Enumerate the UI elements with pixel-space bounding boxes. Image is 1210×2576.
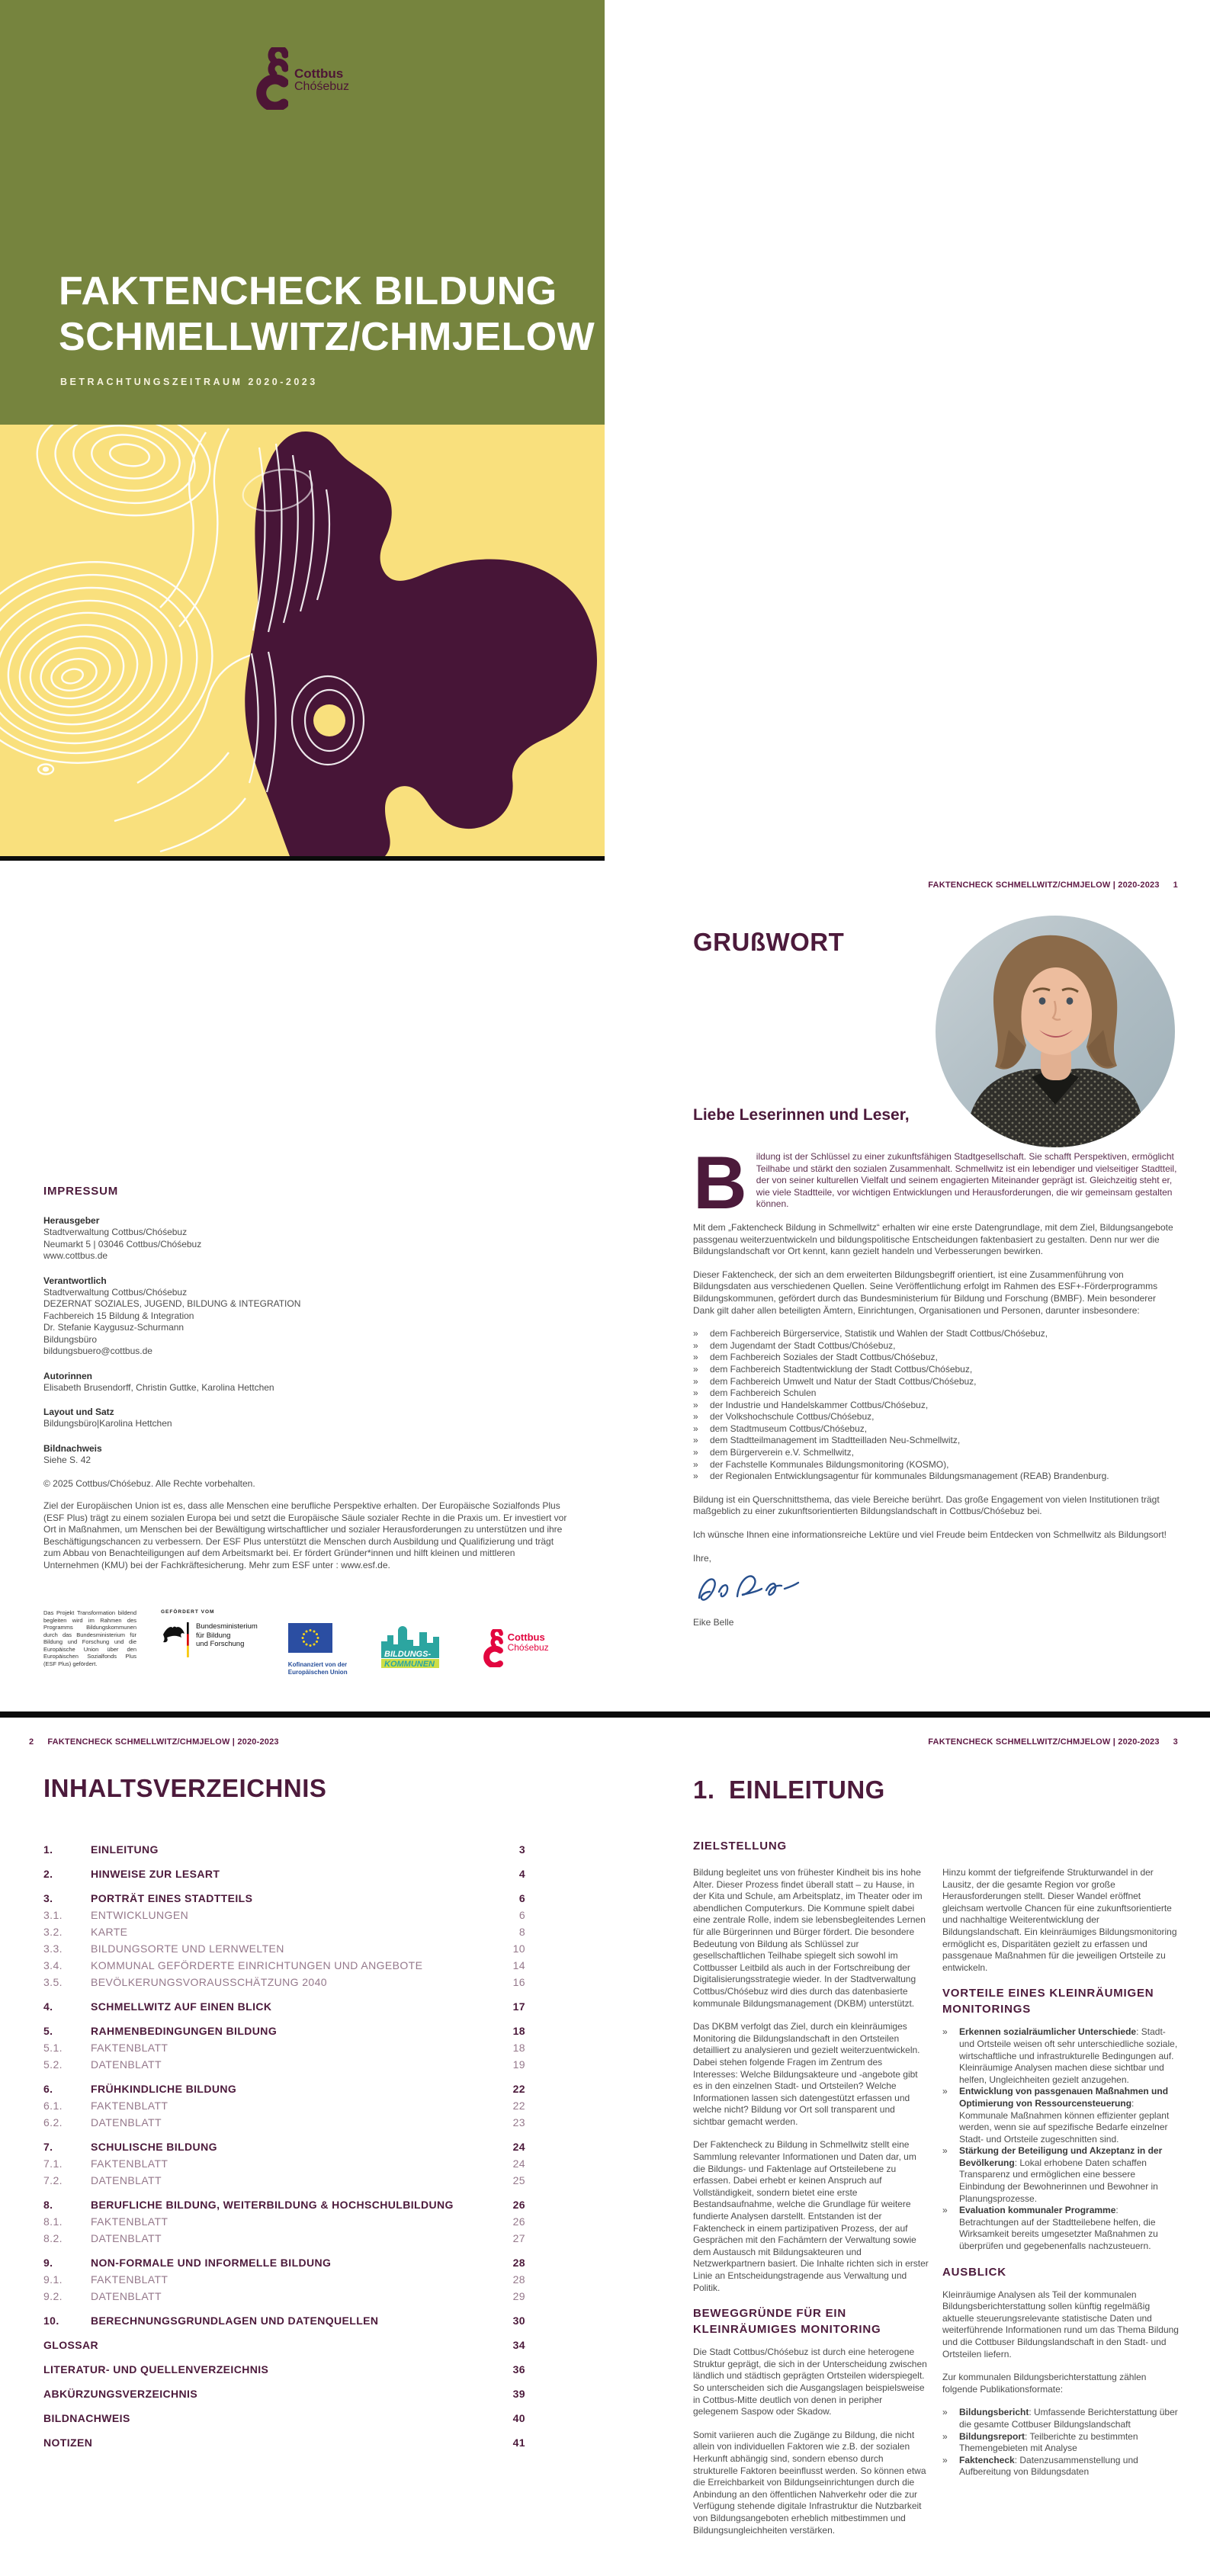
toc-entry [43,2084,525,2095]
bullet-marker: » [693,1352,698,1363]
toc-page: 39 [512,2388,525,2400]
toc-page: 24 [512,2141,525,2153]
toc-label: BILDUNGSORTE UND LERNWELTEN [91,1942,284,1955]
impressum-line: Fachbereich 15 Bildung & Integration [43,1310,194,1321]
running-header-title: FAKTENCHECK SCHMELLWITZ/CHMJELOW | 2020-2023 [928,881,1160,890]
toc-entry [43,2042,525,2054]
toc-page: 22 [512,2083,525,2095]
bmbf-text-line: für Bildung [196,1631,231,1640]
toc-num: 6.2. [43,2116,63,2128]
list-item-lead: Faktencheck [959,2454,1015,2465]
bk-text-line2: KOMMUNEN [384,1660,435,1669]
toc-num: 8.1. [43,2215,63,2228]
eu-logo-caption [288,1661,348,1676]
toc-num: 3.5. [43,1976,63,1988]
bullet-marker: » [942,2407,948,2418]
impressum-label: Herausgeber [43,1215,100,1226]
toc-label: DATENBLATT [91,2058,162,2071]
advantages-list [942,2026,1179,2252]
cottbus-logo-icon [252,47,288,110]
page-number: 3 [1173,1737,1178,1747]
bullet-marker: » [693,1423,698,1434]
list-item-text: der Industrie und Handelskammer Cottbus/Chóśebuz, [710,1399,929,1410]
toc-num: 3.1. [43,1909,63,1921]
bullet-marker: » [693,1375,698,1387]
toc-num: 4. [43,2000,53,2013]
eu-cofunding-logo [288,1623,348,1676]
impressum-bildnachweis [43,1442,570,1467]
impressum-line: Bildungsbüro|Karolina Hettchen [43,1418,172,1429]
page-number: 1 [1173,881,1178,890]
toc-page: 40 [512,2412,525,2424]
page-divider [0,1711,1210,1718]
signer-name: Eike Belle [693,1616,734,1628]
bildungskommunen-skyline-icon [378,1625,448,1669]
toc-page: 10 [512,1942,525,1955]
toc-label: GLOSSAR [43,2339,99,2351]
einleitung-heading [693,1776,885,1804]
list-item [693,1423,1179,1436]
toc-heading: INHALTSVERZEICHNIS [43,1774,327,1802]
toc-entry [43,2100,525,2112]
bmbf-logo-text [196,1622,258,1649]
list-item-text: dem Bürgerverein e.V. Schmellwitz, [710,1447,854,1458]
dropcap: B [693,1140,747,1224]
paragraph: Mit dem „Faktencheck Bildung in Schmellwitz“ erhalten wir eine erste Datengrundlage, mit dem Ziel, Bildungsangebote passgenau weiterzuentwickeln und bildungspolitische Entscheidungen faktenbasiert zu gestalten. Denn nur wer die Bildungslandschaft vor Ort kennt, kann gezielt handeln und Verbesserungen bewirken. [693,1221,1173,1257]
list-item-text: dem Fachbereich Stadtentwicklung der Stadt Cottbus/Chóśebuz, [710,1363,973,1375]
impressum-line: DEZERNAT SOZIALES, JUGEND, BILDUNG & INTEGRATION [43,1298,301,1309]
list-item-text: dem Fachbereich Soziales der Stadt Cottbus/Chóśebuz, [710,1352,938,1363]
bullet-marker: » [693,1387,698,1399]
toc-page: 23 [512,2116,525,2128]
page-einleitung [605,1718,1210,2576]
toc-num: 7.2. [43,2174,63,2186]
toc-num: 6. [43,2083,53,2095]
toc-label: ABKÜRZUNGSVERZEICHNIS [43,2388,198,2400]
list-item-lead: Entwicklung von passgenauen Maßnahmen und Optimierung von Ressourcensteuerung [959,2086,1169,2109]
impressum-label: Verantwortlich [43,1275,107,1286]
toc-num: 7.1. [43,2157,63,2170]
cover-title-line2: SCHMELLWITZ/CHMJELOW [59,315,595,359]
toc-label: ENTWICKLUNGEN [91,1909,189,1921]
heading-number: 1. [693,1776,715,1804]
bk-text-line1: BILDUNGS- [384,1650,431,1659]
impressum-email: bildungsbuero@cottbus.de [43,1346,152,1356]
impressum-line: Dr. Stefanie Kaygusuz-Schurmann [43,1322,185,1333]
bmbf-text-line: Bundesministerium [196,1622,258,1631]
page-impressum [0,861,605,1711]
list-item [693,1411,1179,1423]
toc-num: 8.2. [43,2232,63,2244]
toc-num: 3.2. [43,1926,63,1938]
formats-list [942,2407,1179,2478]
impressum-label: Layout und Satz [43,1407,114,1417]
toc-page: 27 [512,2232,525,2244]
gefoerdert-vom-label: GEFÖRDERT VOM [161,1609,215,1615]
toc-page: 3 [518,1843,525,1856]
toc-entry [43,2158,525,2170]
toc-num: 5. [43,2025,53,2037]
list-item [942,2455,1179,2478]
toc-list [43,1844,525,2449]
toc-label: FAKTENBLATT [91,2042,169,2054]
toc-label: BEVÖLKERUNGSVORAUSSCHÄTZUNG 2040 [91,1976,327,1988]
toc-num: 3. [43,1892,53,1904]
impressum-line: Elisabeth Brusendorff, Christin Guttke, Karolina Hettchen [43,1381,274,1393]
toc-label: FAKTENBLATT [91,2157,169,2170]
impressum-verantwortlich [43,1275,570,1358]
toc-num: 9.1. [43,2273,63,2286]
page-blank [605,0,1210,861]
toc-num: 9.2. [43,2290,63,2302]
toc-entry [43,1844,525,1856]
toc-label: FRÜHKINDLICHE BILDUNG [91,2083,237,2095]
list-item [693,1447,1179,1459]
eu-caption-line: Kofinanziert von der [287,1661,348,1668]
bullet-marker: » [693,1411,698,1423]
toc-page: 28 [512,2273,525,2286]
brand-name: Cottbus [507,1631,545,1643]
cover-subtitle: BETRACHTUNGSZEITRAUM 2020-2023 [60,377,318,387]
toc-entry [43,1926,525,1938]
list-item-text: der Fachstelle Kommunales Bildungsmonitoring (KOSMO), [710,1458,949,1470]
bullet-marker: » [693,1458,698,1470]
list-item [693,1400,1179,1412]
section-heading-beweggruende: BEWEGGRÜNDE FÜR EIN KLEINRÄUMIGES MONITORING [693,2307,881,2337]
cover-title-line1: FAKTENCHECK BILDUNG [59,269,557,313]
running-header [928,881,1178,890]
bullet-marker: » [693,1339,698,1351]
grusswort-heading: GRUßWORT [693,928,845,956]
list-item [942,2145,1179,2205]
bullet-marker: » [942,2026,948,2038]
list-item-lead: Bildungsreport [959,2430,1025,2442]
toc-label: NON-FORMALE UND INFORMELLE BILDUNG [91,2257,332,2269]
bullet-marker: » [693,1363,698,1375]
toc-entry [43,2388,525,2400]
list-item-text: dem Stadtmuseum Cottbus/Chóśebuz, [710,1423,868,1434]
impressum-website: www.cottbus.de [43,1250,108,1261]
toc-entry [43,2274,525,2286]
grusswort-body [693,1140,1179,1628]
list-item-text: : Umfassende Berichterstattung über die gesamte Cottbuser Bildungslandschaft [959,2407,1178,2430]
toc-num: 1. [43,1843,53,1856]
brand-name-sorbian: Chóśebuz [294,79,350,93]
toc-num: 5.2. [43,2058,63,2071]
paragraph: Dieser Faktencheck, der sich an dem erweiterten Bildungsbegriff orientiert, ist eine Zusammenführung von Bildungsdaten aus verschiedenen Quellen. Seine Veröffentlichung erfolgt im Rahmen des ESF+-Förderprogramms Bildungskommunen, gefördert durch das Bundesministerium für Bildung und Forschung (BMBF). Mein besonderer Dank gilt daher allen beteiligten Ämtern, Einrichtungen, Organisationen und Personen, darunter insbesondere: [693,1269,1158,1316]
bullet-marker: » [693,1447,698,1458]
signature [693,1569,807,1609]
toc-label: KARTE [91,1926,128,1938]
list-item [693,1340,1179,1352]
toc-num: 5.1. [43,2042,63,2054]
toc-num: 9. [43,2257,53,2269]
toc-page: 6 [518,1909,525,1921]
list-item [693,1435,1179,1447]
toc-entry [43,2059,525,2071]
impressum-line: Stadtverwaltung Cottbus/Chóśebuz [43,1227,188,1237]
toc-entry [43,2175,525,2186]
paragraph: Bildung ist ein Querschnittsthema, das viele Bereiche berührt. Das große Engagement von vielen Institutionen trägt maßgeblich zu einer zukunftsorientierten Bildungslandschaft in Cottbus/Chóśebuz bei. [693,1493,1160,1517]
toc-page: 8 [518,1926,525,1938]
list-item-lead: Bildungsbericht [959,2407,1029,2418]
funding-note: Das Projekt Transformation bildend begleiten wird im Rahmen des Programms Bildungskommunen durch das Bundesministerium für Bildung und Forschung und die Europäische Union über den Europäischen Sozialfonds Plus (ESF Plus) gefördert. [43,1609,136,1667]
toc-page: 26 [512,2199,525,2211]
list-item-text: dem Fachbereich Bürgerservice, Statistik und Wahlen der Stadt Cottbus/Chóśebuz, [710,1328,1048,1339]
toc-label: DATENBLATT [91,2116,162,2128]
toc-entry [43,2233,525,2244]
toc-num: 7. [43,2141,53,2153]
bmbf-text-line: und Forschung [196,1640,245,1648]
esf-paragraph: Ziel der Europäischen Union ist es, dass alle Menschen eine berufliche Perspektive erhalten. Der Europäische Sozialfonds Plus (ESF Plus) trägt zu einem sozialen Europa bei und setzt die Europäische Säule sozialer Rechte in die Praxis um. Er investiert vor Ort in Maßnahmen, um Menschen bei der Bewältigung wirtschaftlicher und sozialer Herausforderungen zu unterstützen und ihre Beschäftigungschancen zu verbessern. Der ESF Plus unterstützt die Menschen durch Ausbildung und Qualifizierung und trägt zum Abbau von Benachteiligungen auf dem Arbeitsmarkt bei. Er fördert Gründer*innen und hilft kleinen und mittleren Unternehmen (KMU) bei der Fachkräftesicherung. Mehr zum ESF unter : www.esf.de. [43,1500,567,1570]
toc-entry [43,2001,525,2013]
toc-label: FAKTENBLATT [91,2273,169,2286]
toc-label: FAKTENBLATT [91,2100,169,2112]
toc-entry [43,1893,525,1904]
page-cover [0,0,605,861]
list-item [942,2431,1179,2455]
list-item [942,2086,1179,2145]
running-header [928,1737,1178,1747]
toc-page: 26 [512,2215,525,2228]
toc-label: NOTIZEN [43,2436,93,2449]
toc-label: DATENBLATT [91,2232,162,2244]
impressum-line: Stadtverwaltung Cottbus/Chóśebuz [43,1286,188,1298]
toc-entry [43,2216,525,2228]
toc-entry [43,2117,525,2128]
list-item [693,1352,1179,1364]
paragraph: Bildung begleitet uns von frühester Kindheit bis ins hohe Alter. Dieser Prozess findet überall statt – zu Hause, in der Kita und Schule, am Arbeitsplatz, im Theater oder im abendlichen Computerkurs. Die Kommune spielt dabei eine zentrale Rolle, indem sie lebensbegleitendes Lernen für alle Bürgerinnen und Bürger fördert. Die besondere Bedeutung von Bildung als Schlüssel zur gesellschaftlichen Teilhabe spiegelt sich sowohl im Cottbusser Leitbild als auch in der Fortschreibung der Digitalisierungsstrategie wieder. In der Stadtverwaltung Cottbus/Chóśebuz wird dies durch das datenbasierte kommunale Bildungsmanagement (DKBM) unterstützt. [693,1867,926,2009]
toc-entry [43,1977,525,1988]
toc-num: 6.1. [43,2100,63,2112]
bullet-marker: » [693,1399,698,1410]
section-heading-zielstellung: ZIELSTELLUNG [693,1840,787,1853]
toc-label: SCHULISCHE BILDUNG [91,2141,217,2153]
cottbus-footer-logo [480,1629,549,1667]
running-header-title: FAKTENCHECK SCHMELLWITZ/CHMJELOW | 2020-2023 [928,1737,1160,1747]
toc-num: 10. [43,2315,59,2327]
toc-num: 8. [43,2199,53,2211]
toc-page: 19 [512,2058,525,2071]
paragraph: Die Stadt Cottbus/Chóśebuz ist durch eine heterogene Struktur geprägt, die sich in der Unterscheidung zwischen ländlich und städtisch geprägten Ortsteilen widerspiegelt. So unterscheiden sich die Ausgangslagen beispielsweise in Cottbus-Mitte deutlich von denen in peripher gelegenem Saspow oder Skadow. [693,2347,927,2417]
toc-label: LITERATUR- UND QUELLENVERZEICHNIS [43,2363,269,2376]
toc-entry [43,1943,525,1955]
toc-page: 14 [512,1959,525,1971]
list-item [693,1387,1179,1400]
toc-label: BILDNACHWEIS [43,2412,130,2424]
list-item [693,1459,1179,1471]
running-header-title: FAKTENCHECK SCHMELLWITZ/CHMJELOW | 2020-2023 [47,1737,279,1747]
list-item [693,1471,1179,1483]
toc-num: 2. [43,1868,53,1880]
copyright-line: © 2025 Cottbus/Chóśebuz. Alle Rechte vorbehalten. [43,1478,255,1489]
section-heading-ausblick: AUSBLICK [942,2265,1006,2279]
page-grusswort [605,861,1210,1711]
cottbus-footer-logo-icon [480,1629,503,1667]
paragraph-text: ildung ist der Schlüssel zu einer zukunftsfähigen Stadtgesellschaft. Sie schafft Perspektiven, ermöglicht Teilhabe und stärkt den sozialen Zusammenhalt. Schmellwitz ist ein lebendiger und vielseitiger Stadtteil, der von seiner kulturellen Vielfalt und seinem engagierten Miteinander geprägt ist. Gleichzeitig steht er, wie viele Stadtteile, vor wichtigen Entwicklungen und Herausforderungen, die wir gemeinsam gestalten können. [756,1151,1177,1210]
toc-entry [43,2364,525,2376]
toc-entry [43,1960,525,1971]
paragraph: Das DKBM verfolgt das Ziel, durch ein kleinräumiges Monitoring die Bildungslandschaft in den Ortsteilen detailliert zu analysieren und gezielt weiterzuentwickeln. Dabei stehen folgende Fragen im Zentrum des Interesses: Welche Bildungsakteure und -angebote gibt es in den einzelnen Stadt- und Ortsteilen? Welche Informationen lassen sich datengestützt erfassen und welche nicht? Bildung vor Ort soll transparent und sichtbar gemacht werden. [693,2021,920,2127]
toc-label: BERUFLICHE BILDUNG, WEITERBILDUNG & HOCHSCHULBILDUNG [91,2199,454,2211]
toc-entry [43,2315,525,2327]
toc-entry [43,2291,525,2302]
running-header [29,1737,279,1747]
toc-entry [43,2437,525,2449]
list-item-text: : Stadt- und Ortsteile weisen oft sehr unterschiedliche soziale, wirtschaftliche und infrastrukturelle Bedingungen auf. Kleinräumige Analysen machen diese sichtbar und helfen, Ungleichheiten gezielt anzugehen. [959,2026,1178,2085]
toc-page: 36 [512,2363,525,2376]
bmbf-eagle-icon [161,1622,191,1657]
brand-name-sorbian: Chóśebuz [507,1642,549,1654]
page-inhaltsverzeichnis [0,1718,605,2576]
funding-logos-row [43,1609,577,1676]
page-number: 2 [29,1737,34,1747]
impressum-heading: IMPRESSUM [43,1185,119,1198]
list-item-text: dem Fachbereich Schulen [710,1387,817,1399]
cottbus-logo-wordmark [294,67,349,94]
bullet-marker: » [942,2086,948,2097]
toc-page: 25 [512,2174,525,2186]
impressum-content [43,1185,570,1571]
toc-page: 28 [512,2257,525,2269]
salutation: Liebe Leserinnen und Leser, [693,1106,910,1124]
list-item [942,2205,1179,2252]
list-item-text: : Datenzusammenstellung und Aufbereitung von Bildungsdaten [959,2454,1138,2478]
toc-page: 18 [512,2025,525,2037]
paragraph: Der Faktencheck zu Bildung in Schmellwitz stellt eine Sammlung relevanter Informationen und Daten dar, um die Bildungs- und Faktenlage auf Ortsteilebene zu erfassen. Dabei erhebt er keinen Anspruch auf Vollständigkeit, sondern bietet eine erste Bestandsaufnahme, welche die Grundlage für weitere fundierte Analysen darstellt. Entstanden ist der Faktencheck in einem partizipativen Prozess, der auf Gesprächen mit den Fachämtern der Verwaltung sowie dem Austausch mit Bildungsakteuren und Netzwerkpartnern basiert. Die Inhalte richten sich in erster Linie an Entscheidungstragende aus Verwaltung und Politik. [693,2139,929,2293]
list-item-text: : Teilberichte zu bestimmten Themengebieten mit Analyse [959,2430,1138,2454]
bildungskommunen-logo [378,1625,448,1673]
toc-label: RAHMENBEDINGUNGEN BILDUNG [91,2025,278,2037]
impressum-line: Neumarkt 5 | 03046 Cottbus/Chóśebuz [43,1238,202,1250]
list-item-text: : Lokal erhobene Daten schaffen Transparenz und ermöglichen eine bessere Einbindung der Bewohnerinnen und Bewohner in Planungsprozesse. [959,2157,1158,2204]
cover-title [59,268,595,360]
toc-page: 29 [512,2290,525,2302]
list-item-text: der Regionalen Entwicklungsagentur für kommunales Bildungsmanagement (REAB) Brandenburg. [710,1471,1109,1482]
paragraph: Ich wünsche Ihnen eine informationsreiche Lektüre und viel Freude beim Entdecken von Schmellwitz als Bildungsort! [693,1529,1167,1541]
toc-page: 34 [512,2339,525,2351]
toc-label: DATENBLATT [91,2174,162,2186]
list-item-text: dem Jugendamt der Stadt Cottbus/Chóśebuz, [710,1339,896,1351]
impressum-line: Bildungsbüro [43,1333,98,1345]
bullet-marker: » [693,1471,698,1482]
thanks-list [693,1328,1179,1483]
eu-caption-line: Europäischen Union [287,1668,348,1676]
impressum-label: Bildnachweis [43,1442,102,1454]
list-item-text: : Kommunale Maßnahmen können effizienter geplant werden, wenn sie auf spezifische Bedarfe einzelner Stadt- und Ortsteile zugeschnitten sind. [959,2097,1170,2145]
toc-page: 41 [512,2436,525,2449]
toc-label: EINLEITUNG [91,1843,159,1856]
toc-page: 24 [512,2157,525,2170]
list-item [942,2026,1179,2086]
toc-entry [43,2257,525,2269]
list-item [693,1364,1179,1376]
toc-page: 16 [512,1976,525,1988]
list-item [693,1328,1179,1340]
toc-entry [43,2199,525,2211]
impressum-line: Siehe S. 42 [43,1454,91,1465]
toc-entry [43,1910,525,1921]
toc-label: BERECHNUNGSGRUNDLAGEN UND DATENQUELLEN [91,2315,379,2327]
list-item [693,1376,1179,1388]
toc-entry [43,2340,525,2351]
toc-label: HINWEISE ZUR LESART [91,1868,220,1880]
cottbus-footer-wordmark [508,1632,549,1653]
paragraph: Zur kommunalen Bildungsberichterstattung zählen folgende Publikationsformate: [942,2372,1147,2395]
list-item-text: der Volkshochschule Cottbus/Chóśebuz, [710,1411,875,1423]
toc-page: 17 [512,2000,525,2013]
impressum-layout [43,1406,570,1430]
eu-flag-icon [288,1623,332,1653]
toc-label: DATENBLATT [91,2290,162,2302]
toc-entry [43,2026,525,2037]
toc-page: 22 [512,2100,525,2112]
list-item-lead: Stärkung der Beteiligung und Akzeptanz in der Bevölkerung [959,2145,1163,2168]
paragraph: Somit variieren auch die Zugänge zu Bildung, die nicht allein von individuellen Faktoren wie z.B. der sozialen Herkunft abhängig sind, sondern ebenso durch strukturelle Faktoren beeinflusst werden. So können etwa die Erreichbarkeit von Bildungseinrichtungen durch die Anbindung an den öffentlichen Nahverkehr oder die zur Verfügung stehende digitale Infrastruktur die Nutzbarkeit von Bildungsangeboten erheblich mitbestimmen und Bildungsungleichheiten verstärken. [693,2429,926,2536]
bullet-marker: » [942,2454,948,2465]
toc-entry [43,2413,525,2424]
list-item [942,2407,1179,2430]
paragraph [693,1140,1179,1224]
closing: Ihre, [693,1552,712,1564]
portrait-photo [936,916,1176,1147]
list-item-lead: Evaluation kommunaler Programme [959,2205,1116,2216]
brand-name: Cottbus [294,66,344,81]
bullet-marker: » [693,1435,698,1446]
cottbus-logo [252,47,349,110]
bmbf-logo [161,1609,258,1657]
list-item-text: dem Fachbereich Umwelt und Natur der Stadt Cottbus/Chóśebuz, [710,1375,977,1387]
toc-entry [43,2141,525,2153]
einleitung-columns [693,1867,1179,2548]
section-heading-vorteile: VORTEILE EINES KLEINRÄUMIGEN MONITORINGS [942,1987,1154,2016]
toc-page: 4 [518,1868,525,1880]
toc-num: 3.4. [43,1959,63,1971]
paragraph: Hinzu kommt der tiefgreifende Strukturwandel in der Lausitz, der die gesamte Region vor große Herausforderungen stellt. Dieser Wandel eröffnet gleichsam wertvolle Chancen für eine zukunftsorientierte und nachhaltige Weiterentwicklung der Bildungslandschaft. Ein kleinräumiges Bildungsmonitoring ermöglicht es, Disparitäten gezielt zu erfassen und passgenaue Maßnahmen für die jeweiligen Ortsteile zu entwickeln. [942,1867,1177,1973]
impressum-herausgeber [43,1214,570,1262]
toc-label: KOMMUNAL GEFÖRDERTE EINRICHTUNGEN UND ANGEBOTE [91,1959,423,1971]
toc-page: 6 [518,1892,525,1904]
toc-label: FAKTENBLATT [91,2215,169,2228]
toc-num: 3.3. [43,1942,63,1955]
list-item-text: : Betrachtungen auf der Stadtteilebene helfen, die Wirksamkeit bereits umgesetzter Maßnahmen zu überprüfen und gegebenenfalls nachzusteuern. [959,2205,1158,2252]
bullet-marker: » [942,2430,948,2442]
impressum-label: Autorinnen [43,1370,92,1381]
toc-label: SCHMELLWITZ AUF EINEN BLICK [91,2000,272,2013]
list-item-lead: Erkennen sozialräumlicher Unterschiede [959,2026,1137,2038]
column-right [942,1867,1179,2548]
column-left [693,1867,929,2548]
bullet-marker: » [942,2145,948,2157]
heading-label: EINLEITUNG [729,1776,885,1804]
bullet-marker: » [693,1328,698,1339]
bullet-marker: » [942,2205,948,2216]
toc-label: PORTRÄT EINES STADTTEILS [91,1892,253,1904]
toc-page: 30 [512,2315,525,2327]
toc-page: 18 [512,2042,525,2054]
list-item-text: dem Stadtteilmanagement im Stadtteilladen Neu-Schmellwitz, [710,1435,961,1446]
paragraph: Kleinräumige Analysen als Teil der kommunalen Bildungsberichterstattung sollen künftig regelmäßig aktuelle steuerungsrelevante statistische Daten und weiterführende Informationen rund um das Thema Bildung und die Cottbuser Bildungslandschaft in den Stadt- und Ortsteilen liefern. [942,2289,1179,2359]
cover-contour-map-illustration [0,425,605,856]
impressum-autorinnen [43,1370,570,1394]
toc-entry [43,1869,525,1880]
